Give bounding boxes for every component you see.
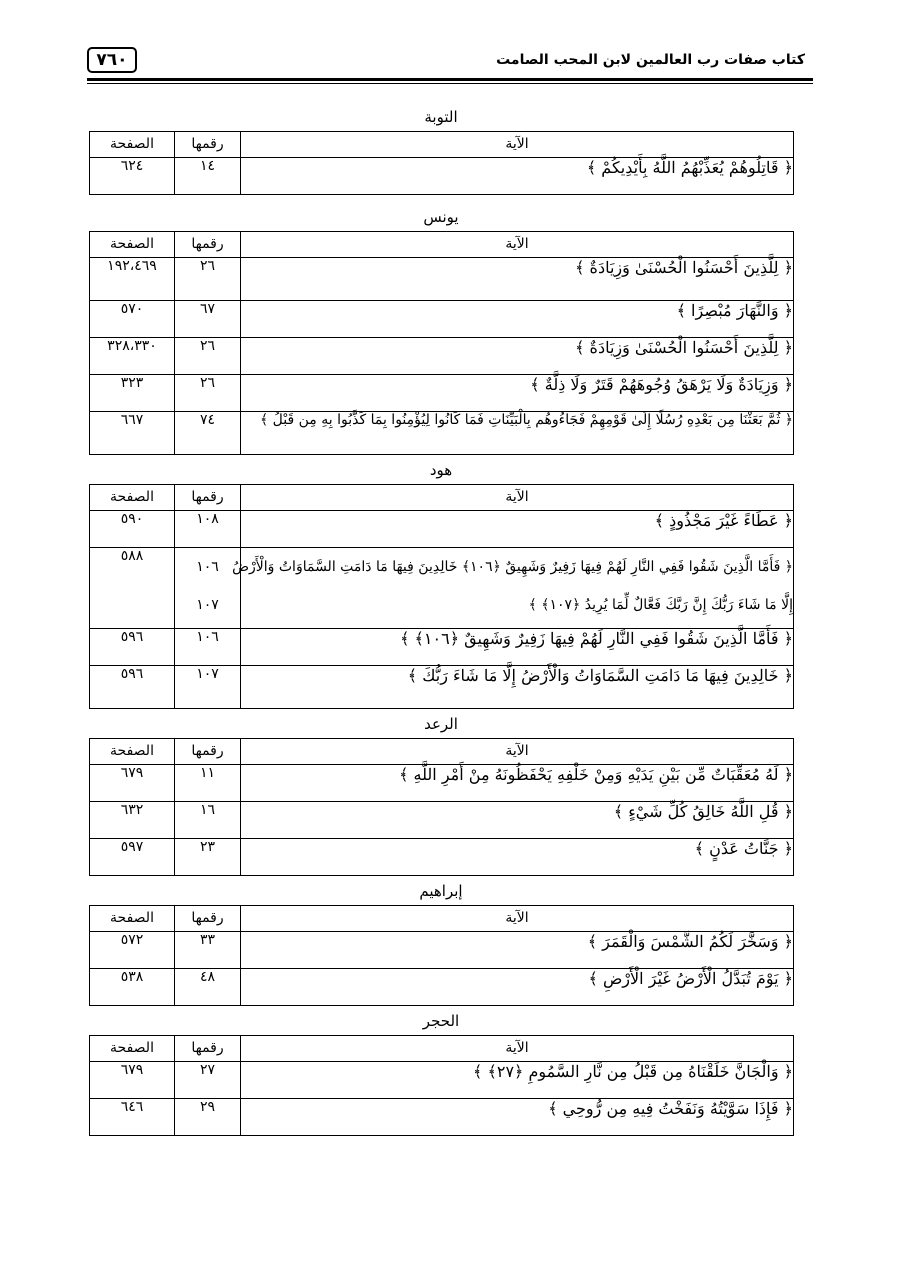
- column-header-number: رقمها: [175, 232, 241, 258]
- page-ref: ١٩٢،٤٦٩: [90, 258, 175, 301]
- header-rule-thin: [87, 83, 813, 84]
- verse-number: ١٦: [175, 802, 241, 839]
- table-row: [90, 932, 794, 969]
- verse-text: ﴿ فَإِذَا سَوَّيْتُهُ وَنَفَخْتُ فِيهِ مِن رُّوحِي ﴾: [241, 1099, 794, 1136]
- page-ref: ٥٧٠: [90, 301, 175, 338]
- page-ref: ٣٢٣: [90, 375, 175, 412]
- verse-number: ٧٤: [175, 412, 241, 455]
- verse-text: ﴿ لِلَّذِينَ أَحْسَنُوا الْحُسْنَىٰ وَزِيَادَةٌ ﴾: [241, 258, 794, 301]
- column-header-verse: الآية: [241, 906, 794, 932]
- page-ref: ٥٩٦: [90, 666, 175, 709]
- verse-text: ﴿ فَأَمَّا الَّذِينَ شَقُوا فَفِي النَّارِ لَهُمْ فِيهَا زَفِيرٌ وَشَهِيقٌ ﴿١٠٦﴾ خَالِدِينَ فِيهَا مَا دَامَتِ السَّمَاوَاتُ وَالْأَرْضُ: [232, 559, 793, 575]
- page-number: ٧٦٠: [87, 47, 137, 73]
- verse-number: ١٠٧: [196, 597, 219, 613]
- section-title: إبراهيم: [419, 882, 463, 900]
- verse-text: ﴿ عَطَاءً غَيْرَ مَجْذُوذٍ ﴾: [241, 511, 794, 548]
- table-row: [90, 158, 794, 195]
- verse-number: ٢٦: [175, 375, 241, 412]
- table-row: [90, 338, 794, 375]
- column-header-number: رقمها: [175, 485, 241, 511]
- column-header-page: الصفحة: [90, 739, 175, 765]
- verse-text: ﴿ يَوْمَ تُبَدَّلُ الْأَرْضُ غَيْرَ الْأَرْضِ ﴾: [241, 969, 794, 1006]
- verse-text: ﴿ فَأَمَّا الَّذِينَ شَقُوا فَفِي النَّارِ لَهُمْ فِيهَا زَفِيرٌ وَشَهِيقٌ ﴿١٠٦﴾ ﴾: [241, 629, 794, 666]
- section-title: الرعد: [424, 715, 458, 733]
- section-title: الحجر: [422, 1012, 460, 1030]
- table-row: [90, 1099, 794, 1136]
- verse-number: ١٤: [175, 158, 241, 195]
- table-row: [90, 666, 794, 709]
- table-header-row: [90, 739, 794, 765]
- table-row: [90, 802, 794, 839]
- verse-text: ﴿ لَهُ مُعَقِّبَاتٌ مِّن بَيْنِ يَدَيْهِ وَمِنْ خَلْفِهِ يَحْفَظُونَهُ مِنْ أَمْرِ اللَّهِ ﴾: [241, 765, 794, 802]
- verse-text-continued: إِلَّا مَا شَاءَ رَبُّكَ إِنَّ رَبَّكَ فَعَّالٌ لِّمَا يُرِيدُ ﴿١٠٧﴾ ﴾: [528, 597, 793, 613]
- verse-table: [89, 131, 794, 195]
- verse-number: ١١: [175, 765, 241, 802]
- verse-text: ﴿ خَالِدِينَ فِيهَا مَا دَامَتِ السَّمَاوَاتُ وَالْأَرْضُ إِلَّا مَا شَاءَ رَبُّكَ ﴾: [241, 666, 794, 709]
- verse-table: [89, 738, 794, 876]
- column-header-number: رقمها: [175, 132, 241, 158]
- column-header-number: رقمها: [175, 739, 241, 765]
- book-title: كتاب صفات رب العالمين لابن المحب الصامت: [496, 52, 805, 68]
- verse-number: ٦٧: [175, 301, 241, 338]
- verse-cell: [232, 548, 794, 629]
- table-row: [90, 765, 794, 802]
- verse-number: ١٠٨: [175, 511, 241, 548]
- verse-number: ٢٩: [175, 1099, 241, 1136]
- column-header-verse: الآية: [241, 1036, 794, 1062]
- verse-text: ﴿ وَسَخَّرَ لَكُمُ الشَّمْسَ وَالْقَمَرَ ﴾: [241, 932, 794, 969]
- column-header-verse: الآية: [241, 232, 794, 258]
- verse-number: ٢٦: [175, 338, 241, 375]
- verse-table: [89, 231, 794, 455]
- verse-text: ﴿ ثُمَّ بَعَثْنَا مِن بَعْدِهِ رُسُلًا إِلَىٰ قَوْمِهِمْ فَجَاءُوهُم بِالْبَيِّنَاتِ فَمَا كَانُوا لِيُؤْمِنُوا بِمَا كَذَّبُوا بِهِ مِن قَبْلُ ﴾: [241, 412, 794, 455]
- section-title: يونس: [423, 208, 459, 226]
- page-ref: ٦٧٩: [90, 1062, 175, 1099]
- table-row: [90, 1062, 794, 1099]
- verse-text: ﴿ قُلِ اللَّهُ خَالِقُ كُلِّ شَيْءٍ ﴾: [241, 802, 794, 839]
- page-ref: ٦٣٢: [90, 802, 175, 839]
- page-ref: ٥٩٧: [90, 839, 175, 876]
- verse-number: ٢٣: [175, 839, 241, 876]
- column-header-number: رقمها: [175, 906, 241, 932]
- page-ref: ٦٧٩: [90, 765, 175, 802]
- verse-text: ﴿ قَاتِلُوهُمْ يُعَذِّبْهُمُ اللَّهُ بِأَيْدِيكُمْ ﴾: [241, 158, 794, 195]
- verse-text: ﴿ وَزِيَادَةٌ وَلَا يَرْهَقُ وُجُوهَهُمْ قَتَرٌ وَلَا ذِلَّةٌ ﴾: [241, 375, 794, 412]
- section-title: التوبة: [424, 108, 458, 126]
- table-header-row: [90, 132, 794, 158]
- column-header-verse: الآية: [241, 739, 794, 765]
- verse-number: ١٠٦: [196, 559, 219, 575]
- page-ref: ٥٧٢: [90, 932, 175, 969]
- page-ref: ٥٩٦: [90, 629, 175, 666]
- table-row: [90, 969, 794, 1006]
- verse-number: ٣٣: [175, 932, 241, 969]
- column-header-page: الصفحة: [90, 906, 175, 932]
- column-header-page: الصفحة: [90, 132, 175, 158]
- verse-table: [89, 1035, 794, 1136]
- verse-number: ١٠٦: [175, 629, 241, 666]
- header-rule: [87, 78, 813, 81]
- page-ref: ٥٨٨: [90, 548, 175, 629]
- verse-number: ٢٦: [175, 258, 241, 301]
- column-header-verse: الآية: [241, 485, 794, 511]
- table-header-row: [90, 906, 794, 932]
- table-header-row: [90, 1036, 794, 1062]
- table-header-row: [90, 232, 794, 258]
- page-ref: ٦٦٧: [90, 412, 175, 455]
- column-header-page: الصفحة: [90, 485, 175, 511]
- index-content: [89, 105, 793, 1139]
- section-title: هود: [429, 461, 453, 479]
- verse-number-cell: [175, 548, 241, 629]
- verse-text: ﴿ وَالْجَانَّ خَلَقْنَاهُ مِن قَبْلُ مِن نَّارِ السَّمُومِ ﴿٢٧﴾ ﴾: [241, 1062, 794, 1099]
- table-row: [90, 548, 794, 629]
- verse-text: ﴿ وَالنَّهَارَ مُبْصِرًا ﴾: [241, 301, 794, 338]
- column-header-page: الصفحة: [90, 232, 175, 258]
- page-ref: ٦٢٤: [90, 158, 175, 195]
- verse-text: ﴿ لِلَّذِينَ أَحْسَنُوا الْحُسْنَىٰ وَزِيَادَةٌ ﴾: [241, 338, 794, 375]
- table-row: [90, 839, 794, 876]
- verse-number: ٤٨: [175, 969, 241, 1006]
- verse-table: [89, 484, 794, 709]
- column-header-number: رقمها: [175, 1036, 241, 1062]
- verse-number: ١٠٧: [175, 666, 241, 709]
- page-header: [0, 0, 900, 90]
- table-row: [90, 629, 794, 666]
- table-row: [90, 258, 794, 301]
- verse-table: [89, 905, 794, 1006]
- table-row: [90, 375, 794, 412]
- table-row: [90, 412, 794, 455]
- table-row: [90, 301, 794, 338]
- column-header-page: الصفحة: [90, 1036, 175, 1062]
- page-ref: ٣٢٨،٣٣٠: [90, 338, 175, 375]
- column-header-verse: الآية: [241, 132, 794, 158]
- verse-number: ٢٧: [175, 1062, 241, 1099]
- page-ref: ٥٩٠: [90, 511, 175, 548]
- verse-text: ﴿ جَنَّاتُ عَدْنٍ ﴾: [241, 839, 794, 876]
- table-header-row: [90, 485, 794, 511]
- page-ref: ٦٤٦: [90, 1099, 175, 1136]
- page-ref: ٥٣٨: [90, 969, 175, 1006]
- table-row: [90, 511, 794, 548]
